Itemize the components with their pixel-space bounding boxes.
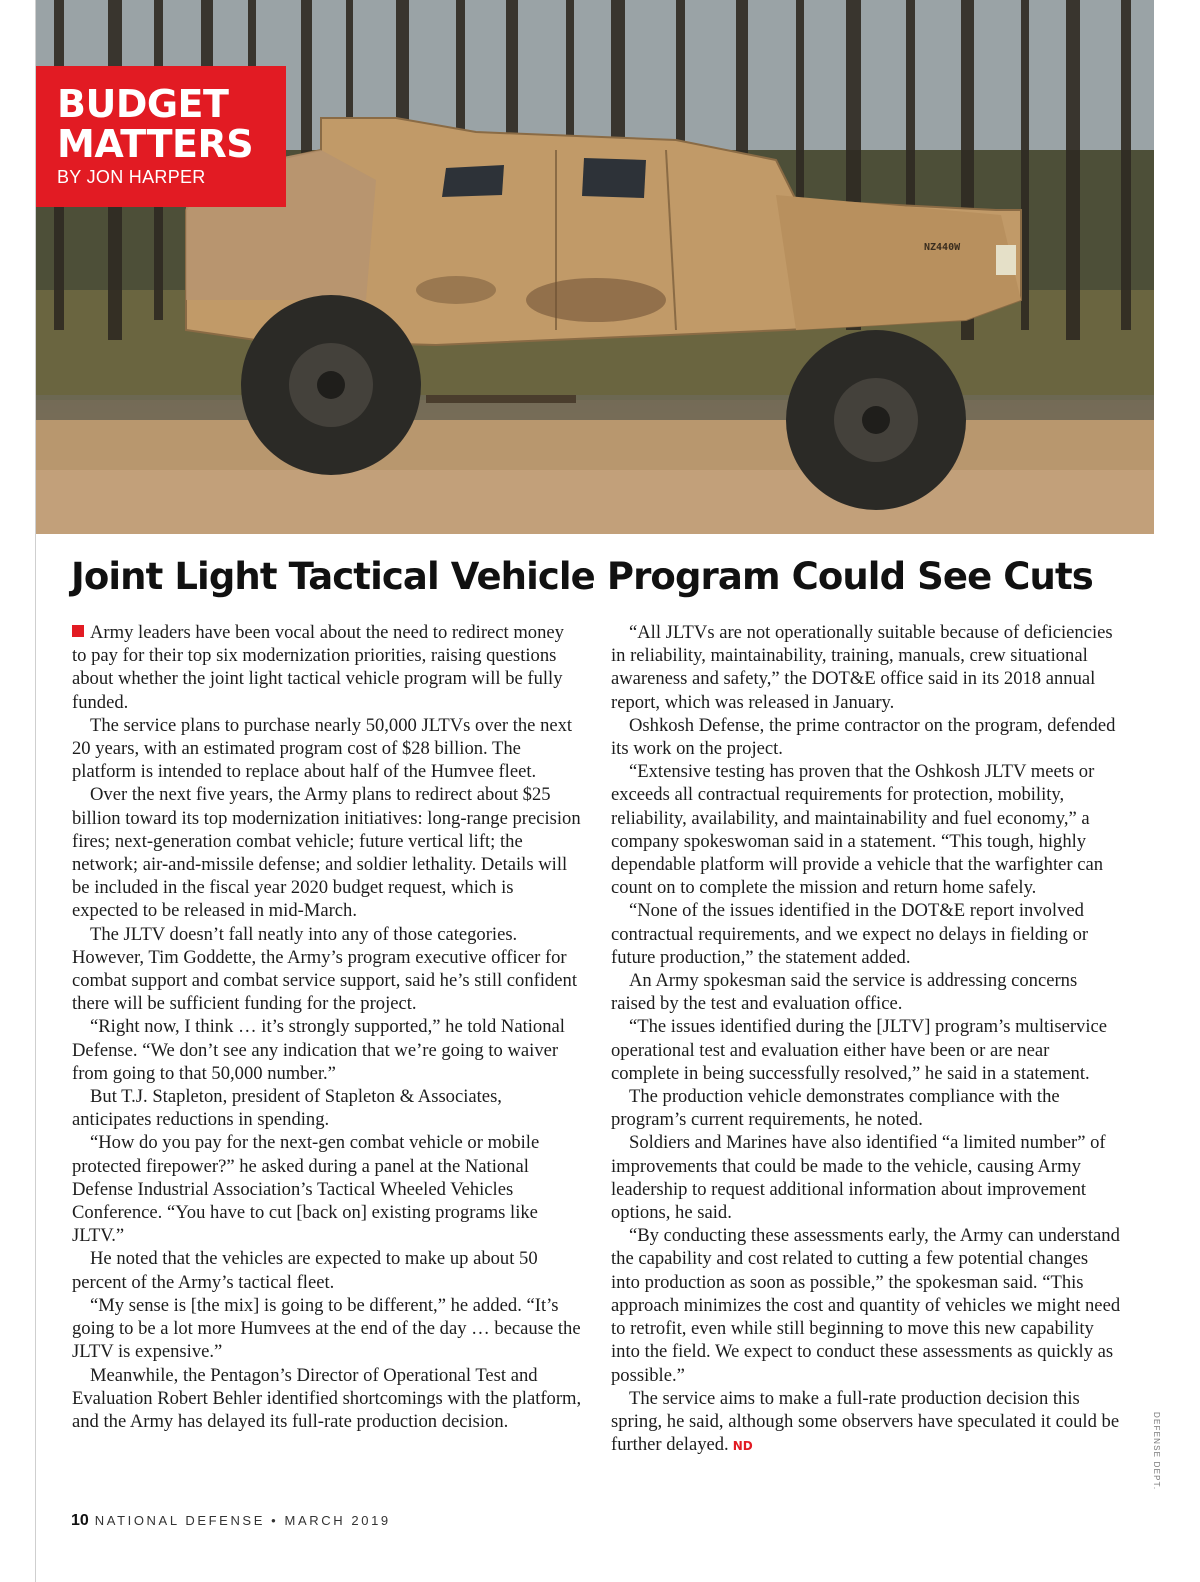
paragraph-text: The service aims to make a full-rate production decision this spring, he said, although some observers have speculated it could be further delayed. bbox=[611, 1387, 1120, 1456]
paragraph: “My sense is [the mix] is going to be different,” he added. “It’s going to be a lot more Humvees at the end of the day … because the JLTV is expensive.” bbox=[72, 1294, 581, 1363]
paragraph: “Right now, I think … it’s strongly supported,” he told National Defense. “We don’t see any indication that we’re going to waiver from going to that 50,000 number.” bbox=[72, 1016, 565, 1084]
paragraph: Soldiers and Marines have also identified “a limited number” of improvements that could be made to the vehicle, causing Army leadership to request additional information about improvement options, he said. bbox=[611, 1132, 1106, 1224]
paragraph bbox=[611, 1387, 1121, 1459]
article-column-left bbox=[72, 621, 582, 1433]
byline: BY JON HARPER bbox=[57, 167, 206, 187]
paragraph: The production vehicle demonstrates compliance with the program’s current requirements, he noted. bbox=[611, 1086, 1060, 1131]
paragraph: The JLTV doesn’t fall neatly into any of those categories. However, Tim Goddette, the Army’s program executive officer for combat support and combat service support, said he’s still confident there will be sufficient funding for the project. bbox=[72, 923, 578, 1015]
page-footer bbox=[71, 1512, 391, 1530]
vehicle-plate: NZ440W bbox=[924, 242, 961, 253]
paragraph: “How do you pay for the next-gen combat vehicle or mobile protected firepower?” he asked during a panel at the National Defense Industrial Association’s Tactical Wheeled Vehicles Conference. “You have to cut [back on] existing programs like JLTV.” bbox=[72, 1132, 540, 1247]
department-banner bbox=[36, 66, 286, 207]
photo-credit: DEFENSE DEPT. bbox=[1152, 1412, 1161, 1491]
paragraph: Oshkosh Defense, the prime contractor on the program, defended its work on the project. bbox=[611, 714, 1116, 760]
paragraph: “All JLTVs are not operationally suitable because of deficiencies in reliability, maintainability, training, manuals, crew situational awareness and safety,” the DOT&E office said in its 2018 annual report, which was released in January. bbox=[611, 622, 1113, 713]
paragraph: “By conducting these assessments early, the Army can understand the capability and cost related to cutting a few potential changes into production as soon as possible,” the spokesman said. “This approach minimizes the cost and quantity of vehicles we might need to retrofit, even while still beginning to move this new capability into the field. We expect to conduct these assessments as quickly as possible.” bbox=[611, 1225, 1121, 1386]
paragraph: Meanwhile, the Pentagon’s Director of Operational Test and Evaluation Robert Behler identified shortcomings with the platform, and the Army has delayed its full-rate production decision. bbox=[72, 1364, 582, 1432]
paragraph: The service plans to purchase nearly 50,000 JLTVs over the next 20 years, with an estimated program cost of $28 billion. The platform is intended to replace about half of the Humvee fleet. bbox=[72, 714, 573, 783]
page-number: 10 bbox=[71, 1512, 89, 1529]
end-mark: ND bbox=[732, 1439, 753, 1454]
publication-info: NATIONAL DEFENSE • MARCH 2019 bbox=[94, 1513, 391, 1528]
paragraph: “Extensive testing has proven that the Oshkosh JLTV meets or exceeds all contractual requirements for protection, mobility, reliability, availability, and maintainability and fuel economy,” a company spokeswoman said in a statement. “This tough, highly dependable platform will provide a vehicle that the warfighter can count on to complete the mission and return home safely. bbox=[611, 761, 1104, 899]
paragraph bbox=[72, 621, 582, 714]
paragraph: Over the next five years, the Army plans to redirect about $25 billion toward its top modernization initiatives: long-range precision fires; next-generation combat vehicle; future vertical lift; the network; air-and-missile defense; and soldier lethality. Details will be included in the fiscal year 2020 budget request, which is expected to be released in mid-March. bbox=[72, 784, 581, 922]
department-title-line2: MATTERS bbox=[57, 122, 254, 166]
paragraph: But T.J. Stapleton, president of Stapleton & Associates, anticipates reductions in spending. bbox=[72, 1086, 502, 1131]
paragraph: “The issues identified during the [JLTV] program’s multiservice operational test and evaluation either have been or are near complete in being successfully resolved,” he said in a statement. bbox=[611, 1016, 1107, 1084]
department-title-line1: BUDGET bbox=[57, 82, 229, 126]
article-headline: Joint Light Tactical Vehicle Program Could See Cuts bbox=[71, 555, 1093, 598]
section-bullet-icon bbox=[72, 625, 84, 637]
article-column-right bbox=[611, 621, 1121, 1458]
paragraph-text: Army leaders have been vocal about the need to redirect money to pay for their top six modernization priorities, raising questions about whether the joint light tactical vehicle program will be fully funded. bbox=[72, 622, 564, 713]
paragraph: “None of the issues identified in the DOT&E report involved contractual requirements, and we expect no delays in fielding or future production,” the statement added. bbox=[611, 900, 1089, 968]
paragraph: An Army spokesman said the service is addressing concerns raised by the test and evaluation office. bbox=[611, 970, 1078, 1015]
paragraph: He noted that the vehicles are expected to make up about 50 percent of the Army’s tactical fleet. bbox=[72, 1248, 538, 1293]
